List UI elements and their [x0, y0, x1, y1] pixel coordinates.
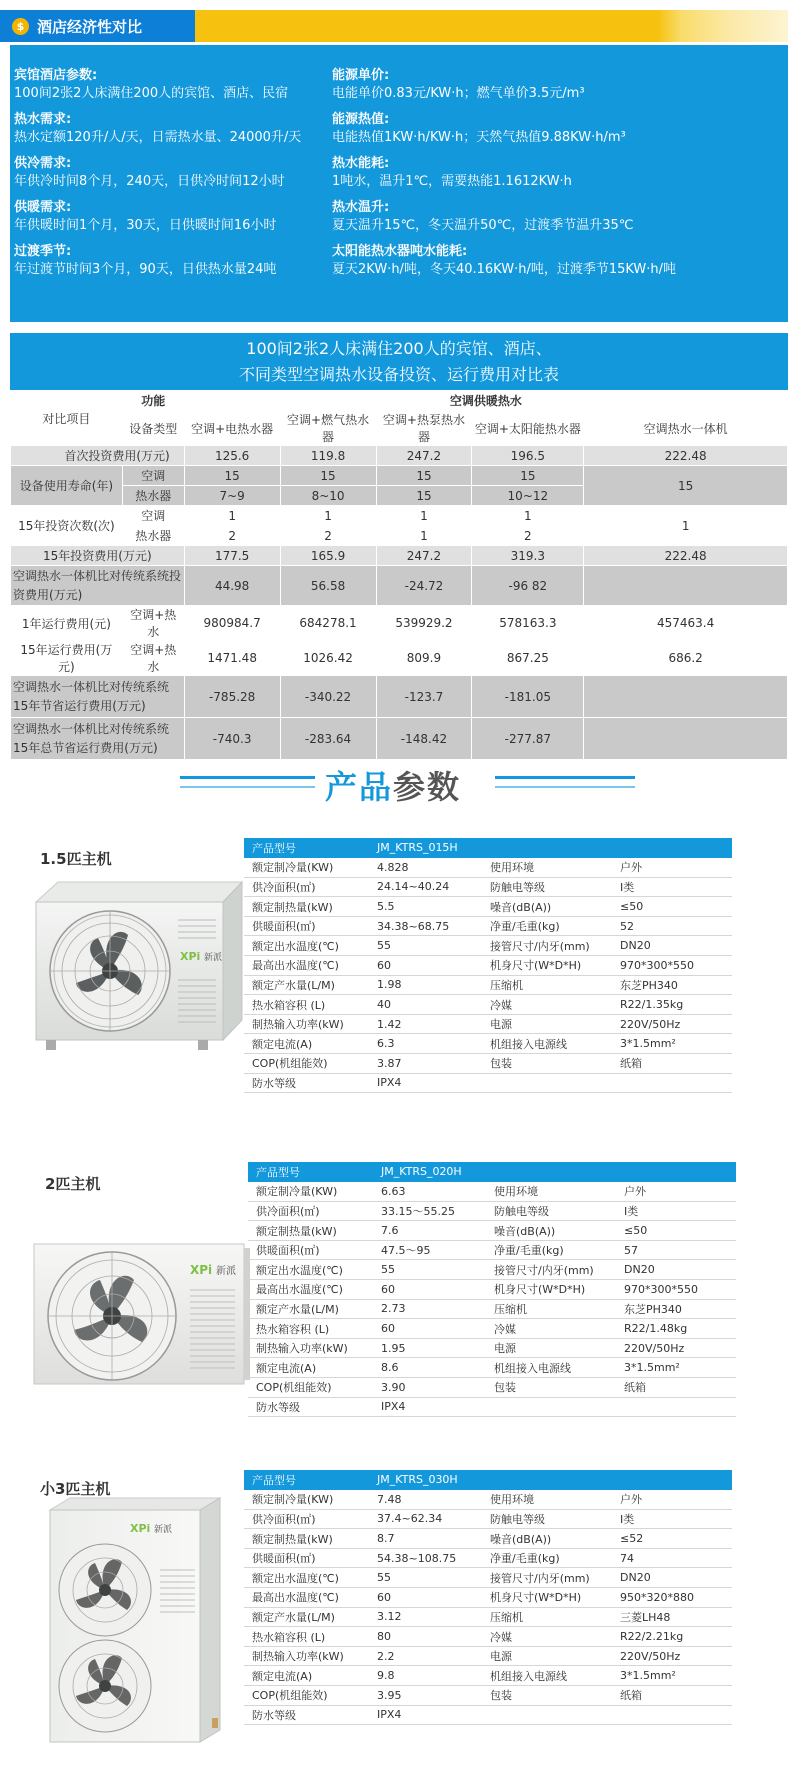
- outdoor-unit-image: [30, 1490, 230, 1750]
- table-row: 供冷面积(㎡) 24.14~40.24 防触电等级 I类: [244, 877, 732, 897]
- divider: [495, 786, 635, 788]
- spec-table: [244, 838, 732, 1093]
- params-left-column: [14, 67, 329, 287]
- table-row: 供冷面积(㎡) 37.4~62.34 防触电等级 I类: [244, 1509, 732, 1529]
- table-row: 1年运行费用(元) 空调+热水 980984.7 684278.1 539929.2 578163.3 457463.4: [11, 606, 788, 641]
- table-row: 额定制热量(kW) 7.6 噪音(dB(A)) ≤50: [248, 1221, 736, 1241]
- param-item: 热水需求: 热水定额120升/人/天，日需热水量、24000升/天: [14, 112, 302, 145]
- table-row: 空调热水一体机比对传统系统投资费用(万元) 44.98 56.58 -24.72 -96 82: [11, 566, 788, 606]
- table-row: 热水箱容积 (L) 60 冷媒 R22/1.48kg: [248, 1319, 736, 1339]
- coin-icon: $: [12, 18, 29, 35]
- table-row: 最高出水温度(℃) 60 机身尺寸(W*D*H) 950*320*880: [244, 1588, 732, 1608]
- param-item: 热水能耗: 1吨水，温升1℃，需要热能1.1612KW·h: [332, 156, 572, 189]
- table-row: 供冷面积(㎡) 33.15～55.25 防触电等级 I类: [248, 1201, 736, 1221]
- product-name: 2匹主机: [45, 1175, 101, 1193]
- table-row: COP(机组能效) 3.87 包装 纸箱: [244, 1054, 732, 1074]
- comparison-table: [10, 390, 788, 760]
- header-label: [0, 10, 195, 42]
- table-row: 空调热水一体机比对传统系统15年节省运行费用(万元) -785.28 -340.22 -123.7 -181.05: [11, 676, 788, 718]
- hotel-params-panel: [10, 45, 788, 322]
- table-row: 供暖面积(㎡) 34.38~68.75 净重/毛重(kg) 52: [244, 916, 732, 936]
- table-row: 额定产水量(L/M) 3.12 压缩机 三菱LH48: [244, 1607, 732, 1627]
- param-item: 供暖需求: 年供暖时间1个月，30天，日供暖时间16小时: [14, 200, 277, 233]
- table-row: 制热输入功率(kW) 1.42 电源 220V/50Hz: [244, 1014, 732, 1034]
- table-row: 制热输入功率(kW) 2.2 电源 220V/50Hz: [244, 1646, 732, 1666]
- table-row: 额定出水温度(℃) 55 接管尺寸/内牙(mm) DN20: [244, 936, 732, 956]
- svg-text:XPi: XPi: [180, 950, 201, 963]
- table-row: 首次投资费用(万元) 125.6 119.8 247.2 196.5 222.48: [11, 446, 788, 466]
- svg-text:新派: 新派: [204, 953, 223, 963]
- table-row: 额定制冷量(KW) 7.48 使用环境 户外: [244, 1490, 732, 1510]
- table-row: 防水等级 IPX4: [244, 1073, 732, 1093]
- param-item: 供冷需求: 年供冷时间8个月，240天，日供冷时间12小时: [14, 156, 285, 189]
- header-title: 酒店经济性对比: [37, 17, 143, 36]
- spec-table: [248, 1162, 736, 1417]
- table-row: 制热输入功率(kW) 1.95 电源 220V/50Hz: [248, 1338, 736, 1358]
- table-row: 额定制热量(kW) 8.7 噪音(dB(A)) ≤52: [244, 1529, 732, 1549]
- product-name: 1.5匹主机: [40, 850, 112, 868]
- table-row: 防水等级 IPX4: [244, 1705, 732, 1725]
- svg-text:新派: 新派: [154, 1525, 173, 1535]
- table-row: 供暖面积(㎡) 47.5～95 净重/毛重(kg) 57: [248, 1240, 736, 1260]
- table-row: 额定制冷量(KW) 4.828 使用环境 户外: [244, 858, 732, 878]
- table-row: 设备类型 空调+电热水器 空调+燃气热水器 空调+热泵热水器 空调+太阳能热水器 空调热水一体机: [11, 411, 788, 446]
- param-item: 能源热值: 电能热值1KW·h/KW·h；天然气热值9.88KW·h/m³: [332, 112, 626, 145]
- comparison-title: 100间2张2人床满住200人的宾馆、酒店、 不同类型空调热水设备投资、运行费用对比表: [10, 333, 788, 390]
- table-row: 对比项目 功能 空调供暖热水: [11, 391, 788, 411]
- section-header: [0, 10, 788, 42]
- divider: [180, 776, 315, 779]
- table-row: 额定电流(A) 8.6 机组接入电源线 3*1.5mm²: [248, 1358, 736, 1378]
- param-item: 能源单价: 电能单价0.83元/KW·h；燃气单价3.5元/m³: [332, 68, 585, 101]
- table-row: 额定产水量(L/M) 1.98 压缩机 东芝PH340: [244, 975, 732, 995]
- table-row: 产品型号 JM_KTRS_015H: [244, 838, 732, 858]
- svg-text:XPi: XPi: [130, 1522, 151, 1535]
- header-accent-bar: [195, 10, 788, 42]
- table-row: 供暖面积(㎡) 54.38~108.75 净重/毛重(kg) 74: [244, 1548, 732, 1568]
- table-row: 额定电流(A) 9.8 机组接入电源线 3*1.5mm²: [244, 1666, 732, 1686]
- params-right-column: [332, 67, 782, 287]
- table-row: 额定电流(A) 6.3 机组接入电源线 3*1.5mm²: [244, 1034, 732, 1054]
- table-row: 热水器 7~9 8~10 15 10~12: [11, 486, 788, 506]
- param-item: 太阳能热水器吨水能耗: 夏天2KW·h/吨，冬天40.16KW·h/吨，过渡季节15KW·h/吨: [332, 244, 677, 277]
- outdoor-unit-image: [28, 880, 248, 1055]
- spec-table: [244, 1470, 732, 1725]
- table-row: 最高出水温度(℃) 60 机身尺寸(W*D*H) 970*300*550: [244, 956, 732, 976]
- svg-text:新派: 新派: [216, 1266, 236, 1277]
- param-item: 过渡季节: 年过渡节时间3个月，90天，日供热水量24吨: [14, 244, 277, 277]
- divider: [180, 786, 315, 788]
- table-row: 额定出水温度(℃) 55 接管尺寸/内牙(mm) DN20: [244, 1568, 732, 1588]
- product-name: 小3匹主机: [40, 1480, 111, 1498]
- table-row: 热水器 2 2 1 2: [11, 526, 788, 546]
- svg-text:XPi: XPi: [190, 1263, 213, 1277]
- divider: [495, 776, 635, 779]
- table-row: 额定产水量(L/M) 2.73 压缩机 东芝PH340: [248, 1299, 736, 1319]
- table-row: 空调热水一体机比对传统系统15年总节省运行费用(万元) -740.3 -283.64 -148.42 -277.87: [11, 718, 788, 760]
- table-row: 防水等级 IPX4: [248, 1397, 736, 1417]
- product-params-heading: 产品参数: [0, 762, 800, 812]
- table-row: 额定制冷量(KW) 6.63 使用环境 户外: [248, 1182, 736, 1202]
- param-item: 热水温升: 夏天温升15℃，冬天温升50℃，过渡季节温升35℃: [332, 200, 634, 233]
- table-row: 额定制热量(kW) 5.5 噪音(dB(A)) ≤50: [244, 897, 732, 917]
- table-row: COP(机组能效) 3.90 包装 纸箱: [248, 1378, 736, 1398]
- table-row: 热水箱容积 (L) 40 冷媒 R22/1.35kg: [244, 995, 732, 1015]
- table-row: 热水箱容积 (L) 80 冷媒 R22/2.21kg: [244, 1627, 732, 1647]
- table-row: 额定出水温度(℃) 55 接管尺寸/内牙(mm) DN20: [248, 1260, 736, 1280]
- table-row: 15年运行费用(万元) 空调+热水 1471.48 1026.42 809.9 867.25 686.2: [11, 641, 788, 676]
- param-item: 宾馆酒店参数: 100间2张2人床满住200人的宾馆、酒店、民宿: [14, 68, 289, 101]
- table-row: 15年投资次数(次) 空调 1 1 1 1 1: [11, 506, 788, 526]
- table-row: 最高出水温度(℃) 60 机身尺寸(W*D*H) 970*300*550: [248, 1280, 736, 1300]
- table-row: 设备使用寿命(年) 空调 15 15 15 15 15: [11, 466, 788, 486]
- table-row: 产品型号 JM_KTRS_020H: [248, 1162, 736, 1182]
- table-row: 15年投资费用(万元) 177.5 165.9 247.2 319.3 222.48: [11, 546, 788, 566]
- outdoor-unit-image: [30, 1240, 255, 1395]
- table-row: COP(机组能效) 3.95 包装 纸箱: [244, 1686, 732, 1706]
- table-row: 产品型号 JM_KTRS_030H: [244, 1470, 732, 1490]
